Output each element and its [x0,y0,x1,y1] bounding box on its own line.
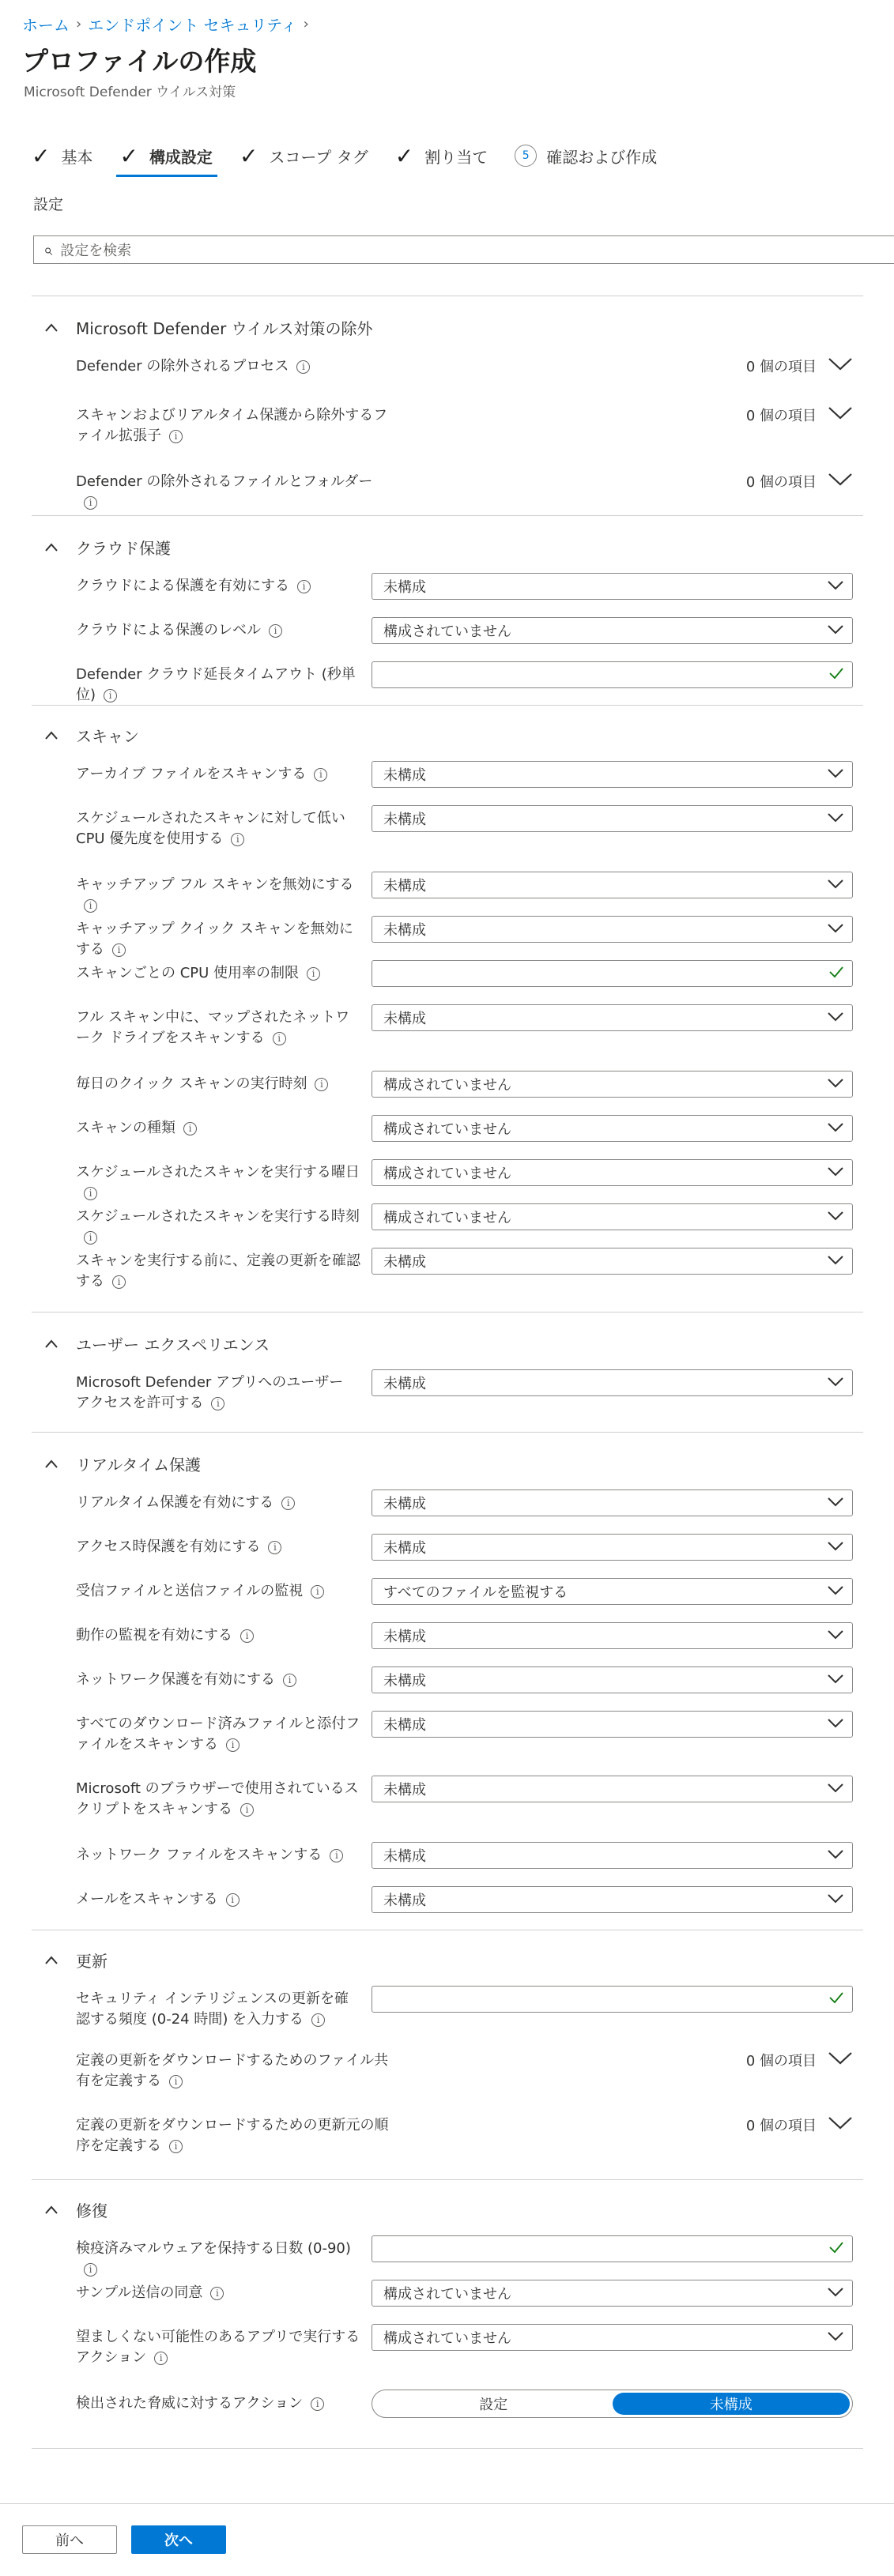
dropdown-value: 未構成 [383,1376,426,1392]
step-label: 確認および作成 [546,147,658,167]
setting-label-text: クラウドによる保護を有効にする [76,578,289,594]
checkmark-icon [828,667,844,683]
info-icon[interactable]: i [104,689,117,702]
toggle-option[interactable]: 設定 [479,2397,508,2413]
chevron-down-icon [827,2285,844,2302]
setting-label [76,2239,360,2280]
info-icon[interactable]: i [226,1893,240,1907]
dropdown-value: 未構成 [383,1782,426,1798]
info-icon[interactable]: i [307,967,320,981]
chevron-down-icon [827,1010,844,1026]
setting-label [76,1989,360,2030]
setting-label-text: リアルタイム保護を有効にする [76,1494,274,1511]
dropdown-value: 構成されていません [383,1166,511,1182]
setting-label [76,919,360,960]
setting-label-text: 検出された脅威に対するアクション [76,2395,304,2412]
chevron-down-icon [827,877,844,894]
next-button[interactable]: 次へ [131,2525,226,2554]
group-title: スキャン [76,727,139,746]
setting-dropdown[interactable] [372,1115,853,1142]
setting-label-text: スキャンおよびリアルタイム保護から除外するファイル拡張子 [76,407,388,444]
info-icon[interactable]: i [112,943,126,957]
setting-label [76,1251,360,1292]
setting-label-text: ネットワーク ファイルをスキャンする [76,1847,323,1863]
chevron-down-icon [817,473,853,491]
item-count-expander[interactable] [746,405,853,425]
info-icon[interactable]: i [330,1849,343,1862]
dropdown-value: すべてのファイルを監視する [383,1584,568,1601]
setting-label [76,665,360,706]
toggle-option[interactable]: 未構成 [613,2393,851,2415]
item-count-expander[interactable] [746,471,853,491]
chevron-down-icon [817,406,853,424]
dropdown-value: 未構成 [383,1673,426,1689]
step-label: 基本 [61,147,93,167]
item-count-expander[interactable] [746,2050,853,2070]
group-header-cloud[interactable] [44,536,171,559]
search-input[interactable] [33,235,894,264]
setting-label [76,472,392,513]
setting-label-text: 動作の監視を有効にする [76,1627,232,1644]
checkmark-icon [828,966,844,981]
setting-label [76,1625,360,1646]
chevron-down-icon [827,1847,844,1864]
section-divider [32,705,863,706]
checkmark-icon [828,2241,844,2257]
chevron-down-icon [827,623,844,639]
chevron-up-icon [44,321,58,335]
section-divider [32,515,863,516]
setting-label-text: スケジュールされたスキャンを実行する曜日 [76,1164,360,1181]
info-icon[interactable]: i [311,2013,325,2027]
info-icon[interactable]: i [169,2075,183,2088]
setting-label [76,808,360,849]
wizard-steps [32,142,684,169]
setting-label [76,620,360,641]
info-icon[interactable]: i [311,2397,324,2411]
dropdown-value: 未構成 [383,812,426,828]
dropdown-value: 未構成 [383,1848,426,1865]
checkmark-icon: ✓ [239,142,258,169]
setting-label-text: スキャンの種類 [76,1120,175,1136]
info-icon[interactable]: i [84,2263,97,2277]
setting-text-field[interactable] [372,960,853,987]
setting-label [76,1537,360,1557]
info-icon[interactable]: i [240,1803,254,1817]
setting-label [76,576,360,597]
dropdown-value: 構成されていません [383,1210,511,1226]
group-header-scan[interactable] [44,724,139,747]
setting-dropdown[interactable] [372,1886,853,1913]
setting-dropdown[interactable] [372,2324,853,2351]
chevron-down-icon [827,1165,844,1181]
setting-dropdown[interactable] [372,1004,853,1031]
dropdown-value: 未構成 [383,1629,426,1645]
setting-label-text: すべてのダウンロード済みファイルと添付ファイルをスキャンする [76,1715,360,1753]
setting-label-text: 望ましくない可能性のあるアプリで実行するアクション [76,2329,360,2366]
chevron-down-icon [827,1375,844,1392]
info-icon[interactable]: i [281,1497,295,1510]
step-review-create[interactable] [515,142,657,169]
info-icon[interactable]: i [297,580,311,593]
chevron-down-icon [827,1539,844,1556]
checkmark-icon: ✓ [32,142,51,169]
setting-text-field[interactable] [372,2235,853,2262]
group-title: リアルタイム保護 [76,1456,201,1474]
setting-label [76,405,392,446]
info-icon[interactable]: i [84,496,97,510]
step-assignments[interactable] [395,142,488,169]
section-divider [32,2448,863,2449]
info-icon[interactable]: i [311,1585,324,1599]
info-icon[interactable]: i [240,1629,254,1643]
dropdown-value: 未構成 [383,1254,426,1271]
chevron-down-icon [827,1120,844,1137]
dropdown-value: 構成されていません [383,1077,511,1094]
step-label: 構成設定 [149,147,213,167]
group-header-exclusions[interactable] [44,316,372,339]
previous-button[interactable]: 前へ [22,2525,117,2554]
chevron-down-icon [827,1495,844,1512]
chevron-up-icon [44,1337,58,1351]
group-title: 修復 [76,2201,108,2220]
step-scope-tags[interactable] [240,142,368,169]
setting-text-field[interactable] [372,661,853,688]
step-configuration[interactable] [119,142,212,169]
setting-label-text: Microsoft Defender アプリへのユーザー アクセスを許可する [76,1374,344,1411]
group-title: クラウド保護 [76,539,171,558]
step-label: 割り当て [424,147,488,167]
info-icon[interactable]: i [231,833,244,846]
chevron-down-icon [827,1628,844,1644]
dropdown-value: 未構成 [383,1717,426,1734]
setting-label-text: Microsoft のブラウザーで使用されているスクリプトをスキャンする [76,1780,359,1817]
setting-label [76,875,360,916]
item-count: 0 個の項目 [745,359,817,375]
info-icon[interactable]: i [169,2140,183,2153]
chevron-up-icon [44,729,58,743]
item-count: 0 個の項目 [745,2118,817,2134]
search-icon: ⌕ [43,240,53,259]
item-count: 0 個の項目 [745,474,817,491]
info-icon[interactable]: i [269,624,282,638]
group-header-updates[interactable] [44,1949,108,1972]
chevron-down-icon [827,1076,844,1093]
setting-dropdown[interactable] [372,1071,853,1098]
setting-label [76,1074,360,1094]
setting-label-text: スキャンごとの CPU 使用率の制限 [76,965,300,981]
group-header-remediation[interactable] [44,2198,108,2221]
setting-label [76,1670,360,1690]
setting-dropdown[interactable] [372,916,853,943]
dropdown-value: 構成されていません [383,1121,511,1138]
info-icon[interactable]: i [169,430,183,443]
chevron-down-icon [827,1716,844,1733]
checkmark-icon: ✓ [119,142,138,169]
group-title: Microsoft Defender ウイルス対策の除外 [76,319,373,338]
chevron-up-icon [44,540,58,555]
setting-dropdown[interactable] [372,1666,853,1693]
dropdown-value: 未構成 [383,579,426,596]
setting-label-text: スケジュールされたスキャンを実行する時刻 [76,1208,360,1225]
setting-label-text: Defender クラウド延長タイムアウト (秒単位) [76,666,356,703]
setting-dropdown[interactable] [372,805,853,832]
info-icon[interactable]: i [210,2287,224,2300]
chevron-down-icon [827,1584,844,1600]
step-basics[interactable] [32,142,92,169]
setting-label [76,356,392,377]
section-divider [32,2179,863,2180]
chevron-down-icon [817,2051,853,2069]
setting-label [76,1162,360,1203]
dropdown-value: 未構成 [383,1011,426,1027]
info-icon[interactable]: i [315,1078,328,1091]
settings-label: 設定 [33,196,64,213]
chevron-right-icon: › [303,16,309,32]
setting-dropdown[interactable] [372,573,853,600]
setting-label [76,1845,360,1866]
group-header-realtime[interactable] [44,1452,201,1475]
setting-dropdown[interactable] [372,1776,853,1802]
info-icon[interactable]: i [226,1738,240,1752]
setting-label-text: スケジュールされたスキャンに対して低い CPU 優先度を使用する [76,810,345,847]
setting-label [76,1581,360,1602]
setting-dropdown[interactable] [372,1711,853,1738]
dropdown-value: 構成されていません [383,2286,511,2303]
dropdown-value: 構成されていません [383,623,511,640]
dropdown-value: 未構成 [383,1540,426,1557]
info-icon[interactable]: i [296,360,310,374]
chevron-down-icon [827,2329,844,2346]
setting-dropdown[interactable] [372,617,853,644]
setting-dropdown[interactable] [372,1534,853,1561]
group-title: 更新 [76,1952,108,1971]
setting-dropdown[interactable] [372,1578,853,1605]
chevron-down-icon [827,1209,844,1226]
setting-dropdown[interactable] [372,761,853,788]
chevron-right-icon: › [76,16,82,32]
setting-label-text: キャッチアップ フル スキャンを無効にする [76,876,354,893]
item-count-expander[interactable] [746,2115,853,2135]
chevron-up-icon [44,1457,58,1471]
setting-label [76,1889,360,1910]
chevron-down-icon [827,1253,844,1270]
breadcrumb-home[interactable]: ホーム [22,16,70,35]
setting-label-text: サンプル送信の同意 [76,2284,203,2301]
info-icon[interactable]: i [183,1122,197,1135]
setting-label-text: Defender の除外されるプロセス [76,358,289,375]
setting-label [76,764,360,785]
setting-label [76,1779,360,1820]
setting-label-text: アクセス時保護を有効にする [76,1538,261,1555]
setting-label [76,1373,360,1414]
chevron-down-icon [827,578,844,595]
chevron-down-icon [817,2116,853,2134]
breadcrumb-endpoint-security[interactable]: エンドポイント セキュリティ [88,16,297,35]
chevron-down-icon [827,766,844,783]
setting-label [76,1493,360,1513]
chevron-up-icon [44,1953,58,1968]
info-icon[interactable]: i [211,1397,224,1410]
info-icon[interactable]: i [84,899,97,913]
breadcrumb [22,13,309,36]
section-divider [32,1432,863,1433]
setting-label-text: Defender の除外されるファイルとフォルダー [76,473,373,490]
info-icon[interactable]: i [84,1187,97,1200]
dropdown-value: 未構成 [383,1892,426,1909]
step-number-badge: 5 [515,145,537,167]
info-icon[interactable]: i [84,1231,97,1245]
setting-label-text: フル スキャン中に、マップされたネットワーク ドライブをスキャンする [76,1009,350,1046]
setting-label-text: スキャンを実行する前に、定義の更新を確認する [76,1252,360,1290]
setting-label [76,1118,360,1139]
setting-label-text: セキュリティ インテリジェンスの更新を確認する頻度 (0-24 時間) を入力する [76,1990,349,2028]
item-count: 0 個の項目 [745,2053,817,2069]
setting-dropdown[interactable] [372,1622,853,1649]
group-title: ユーザー エクスペリエンス [76,1335,270,1354]
info-icon[interactable]: i [268,1541,281,1554]
setting-dropdown[interactable] [372,1369,853,1396]
item-count: 0 個の項目 [745,408,817,424]
setting-dropdown[interactable] [372,1248,853,1275]
setting-label [76,2051,392,2092]
checkmark-icon: ✓ [394,142,414,169]
setting-label-text: 定義の更新をダウンロードするためのファイル共有を定義する [76,2052,389,2089]
chevron-down-icon [827,1781,844,1798]
checkmark-icon [828,1991,844,2007]
setting-label [76,1007,360,1049]
setting-label-text: 毎日のクイック スキャンの実行時刻 [76,1075,307,1092]
dropdown-value: 未構成 [383,922,426,939]
chevron-down-icon [827,811,844,827]
setting-label-text: メールをスキャンする [76,1891,218,1908]
setting-dropdown[interactable] [372,872,853,898]
chevron-down-icon [827,1672,844,1689]
setting-label-text: 受信ファイルと送信ファイルの監視 [76,1583,304,1599]
chevron-down-icon [827,1892,844,1908]
chevron-down-icon [827,921,844,938]
setting-dropdown[interactable] [372,1203,853,1230]
dropdown-value: 未構成 [383,767,426,784]
chevron-down-icon [817,357,853,375]
footer-divider [0,2503,894,2504]
page-title: プロファイルの作成 [22,46,257,77]
setting-label [76,1207,360,1248]
group-header-ux[interactable] [44,1332,270,1355]
setting-dropdown[interactable] [372,2280,853,2307]
info-icon[interactable]: i [273,1032,286,1045]
setting-label-text: ネットワーク保護を有効にする [76,1671,275,1688]
setting-label-text: クラウドによる保護のレベル [76,622,261,638]
step-label: スコープ タグ [269,147,368,167]
setting-label [76,2393,360,2414]
setting-label-text: アーカイブ ファイルをスキャンする [76,766,307,782]
info-icon[interactable]: i [112,1275,126,1289]
info-icon[interactable]: i [314,768,327,781]
info-icon[interactable]: i [283,1674,296,1687]
setting-label-text: 検疫済みマルウェアを保持する日数 (0-90) [76,2240,351,2257]
setting-label [76,2327,360,2368]
chevron-up-icon [44,2203,58,2217]
search-placeholder: 設定を検索 [60,243,132,259]
setting-label [76,963,360,984]
dropdown-value: 未構成 [383,1496,426,1512]
dropdown-value: 構成されていません [383,2330,511,2347]
setting-dropdown[interactable] [372,1842,853,1869]
info-icon[interactable]: i [154,2352,168,2365]
dropdown-value: 未構成 [383,878,426,894]
setting-label-text: キャッチアップ クイック スキャンを無効にする [76,921,353,958]
setting-label [76,2115,392,2156]
setting-label [76,1714,360,1755]
setting-text-field[interactable] [372,1986,853,2013]
threat-action-toggle[interactable] [372,2390,853,2418]
page-subtitle: Microsoft Defender ウイルス対策 [24,85,236,100]
setting-dropdown[interactable] [372,1489,853,1516]
item-count-expander[interactable] [746,356,853,376]
setting-dropdown[interactable] [372,1159,853,1186]
setting-label [76,2283,360,2303]
setting-label-text: 定義の更新をダウンロードするための更新元の順序を定義する [76,2117,389,2154]
